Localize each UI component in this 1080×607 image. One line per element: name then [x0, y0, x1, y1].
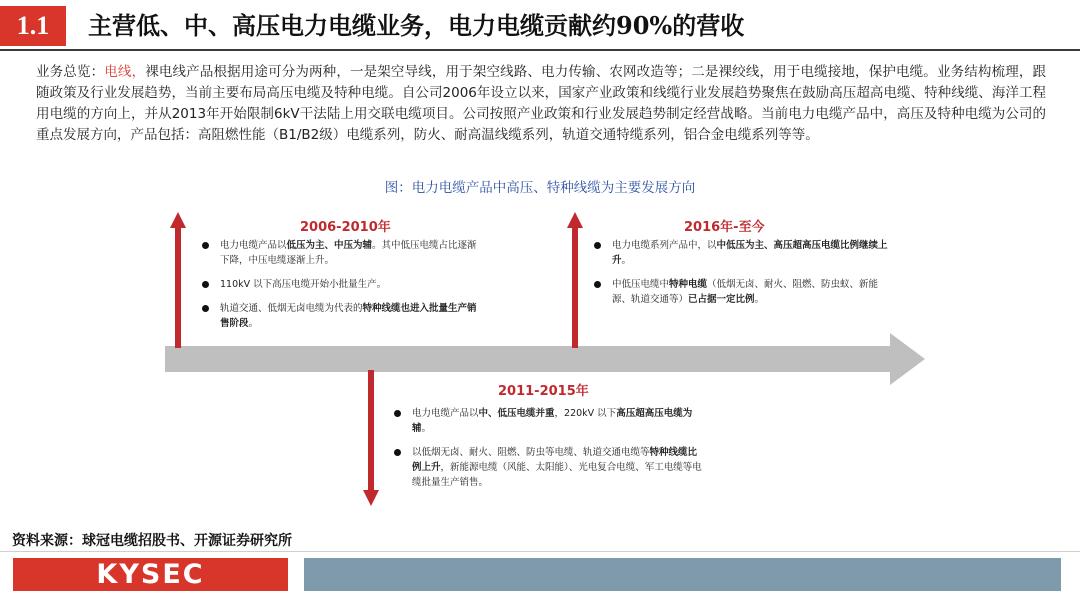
- bullet-emphasis: 已占据一定比例: [688, 294, 755, 305]
- bullet-text: 。: [754, 294, 765, 305]
- section-number: 1.1: [0, 6, 66, 46]
- period-1-arrow: [170, 212, 186, 348]
- bullet-dot: [594, 242, 601, 249]
- bullet-text: 电力电缆系列产品中，以: [612, 240, 717, 251]
- period-3-arrow: [567, 212, 583, 348]
- overview-prefix: 业务总览：: [36, 64, 105, 80]
- bullet-dot: [594, 281, 601, 288]
- timeline-bullet: [388, 406, 706, 436]
- timeline-main-arrow: [165, 333, 925, 385]
- timeline-bullet: [196, 238, 486, 268]
- bullet-text: ，新能源电缆（风能、太阳能）、光电复合电缆、军工电缆等电缆批量生产销售。: [412, 462, 702, 488]
- bullet-text: 。其中低压电缆占比逐渐下降，中压电缆逐渐上升。: [220, 240, 477, 266]
- period-bullets: [196, 238, 486, 340]
- bullet-text: 以低烟无卤、耐火、阻燃、防虫等电缆、轨道交通电缆等: [412, 447, 650, 458]
- bullet-text: 。: [621, 255, 632, 266]
- period-title: 2006-2010年: [300, 220, 391, 235]
- bullet-text: 电力电缆产品以: [220, 240, 287, 251]
- bullet-text: 。: [421, 423, 432, 434]
- page-title: 主营低、中、高压电力电缆业务，电力电缆贡献约90%的营收: [88, 11, 745, 40]
- timeline-bullet: [196, 277, 486, 292]
- bullet-dot: [202, 242, 209, 249]
- kysec-logo: KYSEC: [13, 558, 288, 591]
- bullet-emphasis: 高压超高压电缆为辅: [412, 408, 693, 434]
- bullet-dot: [394, 449, 401, 456]
- bullet-text: 电力电缆产品以: [412, 408, 479, 419]
- bullet-dot: [394, 410, 401, 417]
- bullet-dot: [202, 281, 209, 288]
- figure-caption: 图：电力电缆产品中高压、特种线缆为主要发展方向: [384, 180, 696, 196]
- bullet-emphasis: 低压为主、中压为辅: [286, 240, 373, 251]
- timeline-bullet: [588, 277, 888, 307]
- bullet-text: 110kV 以下高压电缆开始小批量生产。: [220, 279, 387, 290]
- bullet-text: 中低压电缆中: [612, 279, 670, 290]
- bullet-text: 。: [248, 318, 259, 329]
- period-title: 2011-2015年: [498, 384, 589, 399]
- bullet-emphasis: 特种电缆: [669, 279, 708, 290]
- source-note: 资料来源：球冠电缆招股书、开源证券研究所: [12, 533, 292, 549]
- bullet-emphasis: 特种线缆比例上升: [412, 447, 698, 473]
- bullet-dot: [202, 305, 209, 312]
- period-title: 2016年-至今: [684, 220, 765, 235]
- overview-text: 裸电线产品根据用途可分为两种，一是架空导线，用于架空线路、电力传输、农网改造等；二是裸绞线，用于电缆接地，保护电缆。业务结构梳理，跟随政策及行业发展趋势，当前主要布局高压电缆及特种电缆。自公司2006年设立以来，国家产业政策和线缆行业发展趋势聚焦在鼓励高压超高电缆、特种线缆、海洋工程用电缆的方向上，并从2013年开始限制6kV干法陆上用交联电缆项目。公司按照产业政策和行业发展趋势制定经营战略。当前电力电缆产品中，高压及特种电缆为公司的重点发展方向，产品包括：高阻燃性能（B1/B2级）电缆系列，防火、耐高温线缆系列，轨道交通特缆系列，铝合金电缆系列等等。: [36, 64, 1047, 143]
- bullet-text: ，220kV 以下: [554, 408, 617, 419]
- overview-highlight: 电线，: [104, 64, 146, 80]
- footer-bar: [304, 558, 1061, 591]
- period-bullets: [588, 238, 888, 316]
- bullet-emphasis: 中低压为主、高压超高压电缆比例继续上升: [612, 240, 888, 266]
- timeline-bullet: [388, 445, 706, 490]
- bullet-emphasis: 中、低压电缆并重: [478, 408, 555, 419]
- bullet-emphasis: 特种线缆也进入批量生产销售阶段: [220, 303, 477, 329]
- timeline-bullet: [196, 301, 486, 331]
- bullet-text: 轨道交通、低烟无卤电缆为代表的: [220, 303, 363, 314]
- period-bullets: [388, 406, 706, 499]
- source-divider: [0, 551, 1080, 552]
- bullet-text: （低烟无卤、耐火、阻燃、防虫蚁、新能源、轨道交通等）: [612, 279, 879, 305]
- timeline-bullet: [588, 238, 888, 268]
- period-2-arrow: [363, 370, 379, 506]
